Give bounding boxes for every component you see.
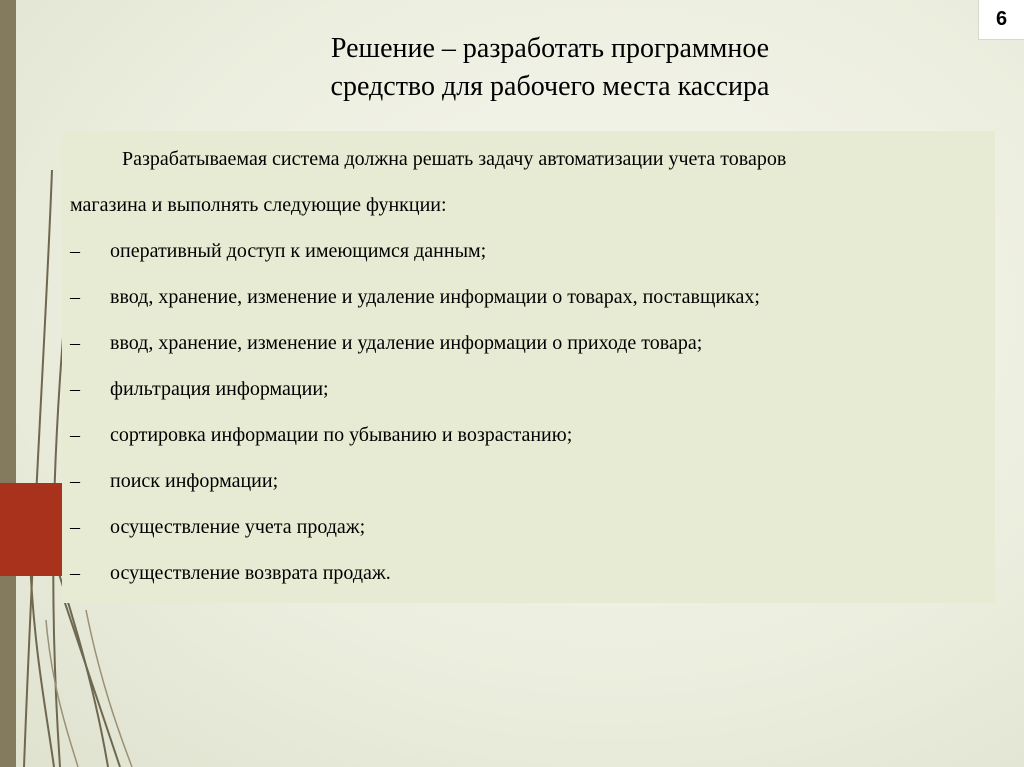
list-item xyxy=(70,562,985,608)
dash-marker: – xyxy=(70,332,80,354)
intro-line-2: магазина и выполнять следующие функции: xyxy=(70,194,447,216)
dash-marker: – xyxy=(70,286,80,308)
accent-red-block xyxy=(0,483,62,576)
list-item xyxy=(70,286,985,332)
list-item-text: осуществление возврата продаж. xyxy=(110,562,391,584)
dash-marker: – xyxy=(70,516,80,538)
list-item xyxy=(70,424,985,470)
content-box xyxy=(62,131,995,603)
slide-number: 6 xyxy=(978,0,1024,40)
list-item-text: оперативный доступ к имеющимся данным; xyxy=(110,240,487,262)
slide-title-line-2: средство для рабочего места кассира xyxy=(330,71,770,102)
list-item-text: сортировка информации по убыванию и возрастанию; xyxy=(110,424,573,446)
function-list xyxy=(70,240,985,608)
dash-marker: – xyxy=(70,424,80,446)
list-item-text: ввод, хранение, изменение и удаление информации о приходе товара; xyxy=(110,332,703,354)
list-item-text: фильтрация информации; xyxy=(110,378,329,400)
dash-marker: – xyxy=(70,562,80,584)
list-item-text: поиск информации; xyxy=(110,470,279,492)
list-item xyxy=(70,378,985,424)
slide-title xyxy=(150,30,950,106)
list-item xyxy=(70,516,985,562)
left-decor-bar xyxy=(0,0,16,767)
dash-marker: – xyxy=(70,470,80,492)
list-item xyxy=(70,332,985,378)
list-item xyxy=(70,470,985,516)
list-item xyxy=(70,240,985,286)
dash-marker: – xyxy=(70,378,80,400)
list-item-text: осуществление учета продаж; xyxy=(110,516,366,538)
dash-marker: – xyxy=(70,240,80,262)
slide-title-line-1: Решение – разработать программное xyxy=(330,33,770,64)
list-item-text: ввод, хранение, изменение и удаление информации о товарах, поставщиках; xyxy=(110,286,760,308)
intro-line-1: Разрабатываемая система должна решать задачу автоматизации учета товаров xyxy=(122,148,787,170)
